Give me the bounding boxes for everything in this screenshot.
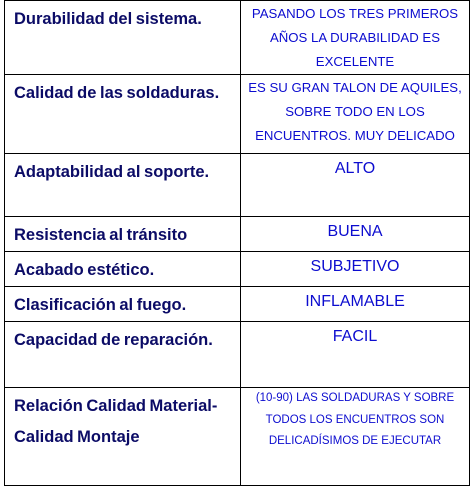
row-value-text: BUENA [327,223,383,240]
row-label [5,154,241,217]
row-value [241,322,470,388]
row-value [241,252,470,287]
row-label [5,75,241,154]
row-value-text: INFLAMABLE [305,293,405,310]
row-label-text: Resistencia al tránsito [14,226,188,244]
table-row [5,217,470,252]
row-label-text: Clasificación al fuego. [14,296,187,314]
row-label-text: Calidad de las soldaduras. [14,84,220,102]
row-value-text: (10-90) LAS SOLDADURAS Y SOBRE TODOS LOS ENCUENTROS SON DELICADÍSIMOS DE EJECUTAR [255,392,455,447]
row-value [241,388,470,486]
row-value [241,217,470,252]
table-row [5,287,470,322]
row-label [5,1,241,75]
row-label-text: Adaptabilidad al soporte. [14,163,210,181]
row-value-text: PASANDO LOS TRES PRIMEROS AÑOS LA DURABILIDAD ES EXCELENTE [251,6,459,69]
row-label [5,287,241,322]
table-row [5,154,470,217]
row-value [241,75,470,154]
row-label [5,217,241,252]
row-value-text: ES SU GRAN TALON DE AQUILES, SOBRE TODO EN LOS ENCUENTROS. MUY DELICADO [248,80,462,143]
row-label [5,252,241,287]
row-label [5,388,241,486]
row-value [241,154,470,217]
row-value-text: FACIL [332,328,378,345]
table-row [5,388,470,486]
row-label [5,322,241,388]
row-value [241,1,470,75]
table-row [5,1,470,75]
properties-table-container [4,0,470,486]
row-label-text: Capacidad de reparación. [14,331,213,349]
table-row [5,75,470,154]
row-label-text: Acabado estético. [14,261,155,279]
row-label-text: Relación Calidad Material-Calidad Montaje [14,397,218,446]
row-label-text: Durabilidad del sistema. [14,10,202,28]
table-row [5,252,470,287]
row-value [241,287,470,322]
properties-table [4,0,470,486]
row-value-text: SUBJETIVO [310,258,400,275]
row-value-text: ALTO [334,160,376,177]
table-row [5,322,470,388]
